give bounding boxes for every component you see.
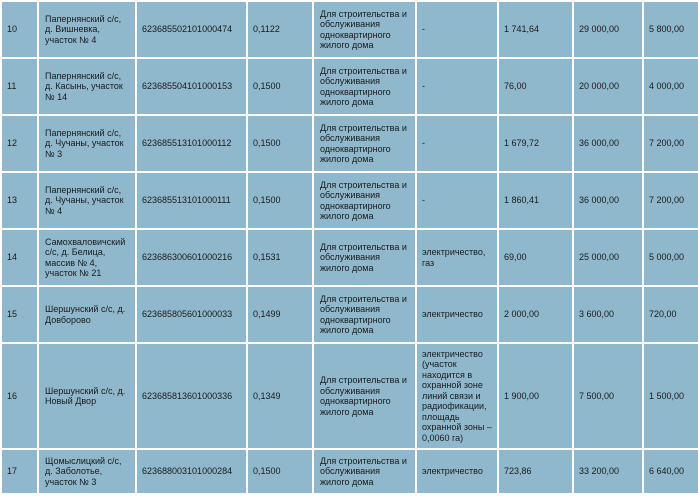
plot-address: Папернянский с/с, д. Чучаны, участок № 4: [39, 173, 135, 228]
plot-purpose: Для строительства и обслуживания одноквартирного жилого дома: [314, 173, 415, 228]
plot-value: 76,00: [499, 59, 572, 114]
plot-number: 15: [2, 287, 37, 342]
plot-number: 13: [2, 173, 37, 228]
plot-purpose: Для строительства и обслуживания жилого дома: [314, 450, 415, 493]
deposit-amount: 7 200,00: [644, 173, 698, 228]
plot-address: Шершунский с/с, д. Довборово: [39, 287, 135, 342]
plot-utilities: -: [417, 2, 497, 57]
plot-purpose: Для строительства и обслуживания одноквартирного жилого дома: [314, 287, 415, 342]
table-row: [2, 230, 698, 285]
plot-value: 1 860,41: [499, 173, 572, 228]
plot-purpose: Для строительства и обслуживания одноквартирного жилого дома: [314, 344, 415, 448]
plot-value: 2 000,00: [499, 287, 572, 342]
deposit-amount: 720,00: [644, 287, 698, 342]
table-row: [2, 59, 698, 114]
deposit-amount: 1 500,00: [644, 344, 698, 448]
table-row: [2, 2, 698, 57]
plot-address: Щомыслицкий с/с, д. Заболотье, участок № 3: [39, 450, 135, 493]
plot-area: 0,1500: [248, 173, 312, 228]
deposit-amount: 7 200,00: [644, 116, 698, 171]
cadastral-number: 623686300601000216: [137, 230, 246, 285]
plot-purpose: Для строительства и обслуживания одноквартирного жилого дома: [314, 2, 415, 57]
cadastral-number: 623685504101000153: [137, 59, 246, 114]
plot-utilities: -: [417, 173, 497, 228]
table-row: [2, 344, 698, 448]
plot-number: 12: [2, 116, 37, 171]
plot-number: 10: [2, 2, 37, 57]
plot-address: Шершунский с/с, д. Новый Двор: [39, 344, 135, 448]
start-price: 36 000,00: [574, 173, 642, 228]
plot-value: 1 741,64: [499, 2, 572, 57]
plot-utilities: электричество: [417, 450, 497, 493]
start-price: 20 000,00: [574, 59, 642, 114]
plot-number: 11: [2, 59, 37, 114]
cadastral-number: 623685813601000336: [137, 344, 246, 448]
deposit-amount: 6 640,00: [644, 450, 698, 493]
plot-address: Папернянский с/с, д. Касынь, участок № 14: [39, 59, 135, 114]
start-price: 25 000,00: [574, 230, 642, 285]
plot-area: 0,1500: [248, 450, 312, 493]
table-row: [2, 287, 698, 342]
plot-utilities: электричество, газ: [417, 230, 497, 285]
deposit-amount: 5 000,00: [644, 230, 698, 285]
cadastral-number: 623685513101000112: [137, 116, 246, 171]
cadastral-number: 623685805601000033: [137, 287, 246, 342]
plot-purpose: Для строительства и обслуживания жилого дома: [314, 230, 415, 285]
plot-address: Самохваловичский с/с, д. Белица, массив № 4, участок № 21: [39, 230, 135, 285]
plot-utilities: -: [417, 59, 497, 114]
plot-utilities: электричество (участок находится в охранной зоне линий связи и радиофикации, площадь охранной зоны – 0,0060 га): [417, 344, 497, 448]
table-row: [2, 116, 698, 171]
start-price: 7 500,00: [574, 344, 642, 448]
plot-utilities: электричество: [417, 287, 497, 342]
start-price: 33 200,00: [574, 450, 642, 493]
plot-area: 0,1349: [248, 344, 312, 448]
plot-area: 0,1531: [248, 230, 312, 285]
plot-value: 1 679,72: [499, 116, 572, 171]
plot-address: Папернянский с/с, д. Вишневка, участок № 4: [39, 2, 135, 57]
plot-area: 0,1500: [248, 59, 312, 114]
cadastral-number: 623688003101000284: [137, 450, 246, 493]
plot-number: 14: [2, 230, 37, 285]
plot-purpose: Для строительства и обслуживания одноквартирного жилого дома: [314, 116, 415, 171]
plot-address: Папернянский с/с, д. Чучаны, участок № 3: [39, 116, 135, 171]
plot-value: 69,00: [499, 230, 572, 285]
plot-area: 0,1499: [248, 287, 312, 342]
plot-number: 16: [2, 344, 37, 448]
deposit-amount: 4 000,00: [644, 59, 698, 114]
cadastral-number: 623685502101000474: [137, 2, 246, 57]
table-row: [2, 450, 698, 493]
table-row: [2, 173, 698, 228]
start-price: 29 000,00: [574, 2, 642, 57]
plot-value: 1 900,00: [499, 344, 572, 448]
plot-value: 723,86: [499, 450, 572, 493]
start-price: 36 000,00: [574, 116, 642, 171]
start-price: 3 600,00: [574, 287, 642, 342]
plot-area: 0,1122: [248, 2, 312, 57]
cadastral-number: 623685513101000111: [137, 173, 246, 228]
plot-number: 17: [2, 450, 37, 493]
plot-utilities: -: [417, 116, 497, 171]
plot-purpose: Для строительства и обслуживания одноквартирного жилого дома: [314, 59, 415, 114]
plot-area: 0,1500: [248, 116, 312, 171]
deposit-amount: 5 800,00: [644, 2, 698, 57]
